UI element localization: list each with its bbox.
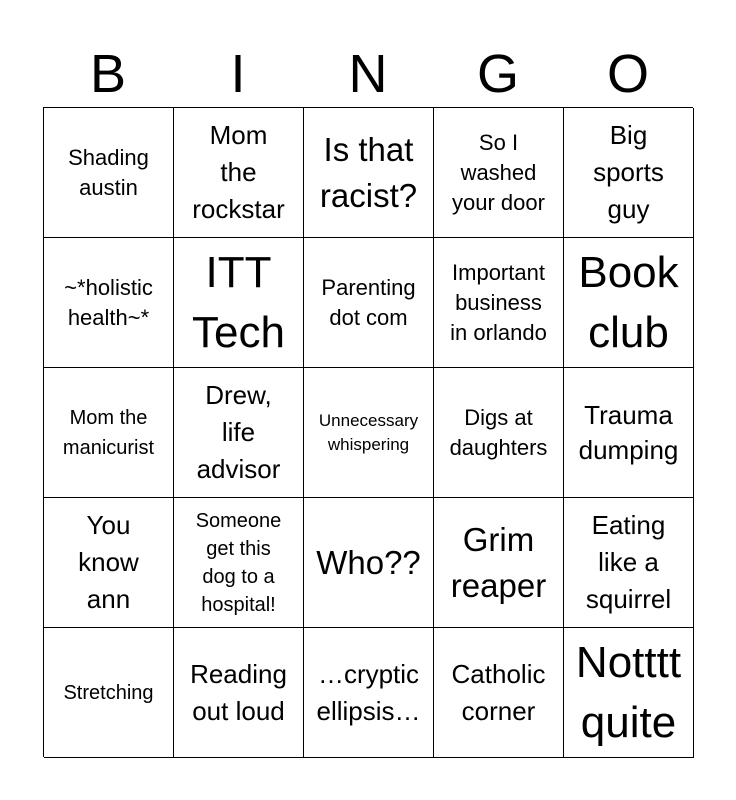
cell-text: Grim reaper [450, 520, 547, 604]
cell-text: So I washed your door [452, 129, 545, 215]
cell-text: Drew, life advisor [196, 380, 281, 484]
cell-text: Stretching [63, 681, 154, 704]
bingo-cell[interactable] [174, 368, 304, 498]
cell-text: Important business in orlando [450, 259, 547, 345]
cell-text: ~*holistic health~* [64, 274, 153, 330]
header-letter-i: I [230, 44, 246, 104]
bingo-cell[interactable] [304, 108, 434, 238]
bingo-cell[interactable] [434, 498, 564, 628]
cell-text: Shading austin [68, 144, 149, 200]
bingo-cell[interactable] [304, 498, 434, 628]
bingo-cell[interactable] [564, 498, 694, 628]
cell-text: Parenting dot com [321, 274, 416, 330]
cell-text: Unnecessary whispering [318, 410, 419, 454]
bingo-cell[interactable] [434, 628, 564, 758]
bingo-cell[interactable] [304, 238, 434, 368]
bingo-cell[interactable] [304, 628, 434, 758]
cell-text: Mom the manicurist [62, 406, 155, 459]
header-letter-g: G [476, 44, 519, 104]
header-letter-o: O [606, 44, 649, 104]
cell-text: Trauma dumping [578, 399, 679, 465]
bingo-cell[interactable] [44, 498, 174, 628]
bingo-cell[interactable] [434, 108, 564, 238]
bingo-cell[interactable] [304, 368, 434, 498]
bingo-cell[interactable] [434, 238, 564, 368]
bingo-cell[interactable] [564, 628, 694, 758]
cell-text: Eating like a squirrel [585, 510, 672, 614]
cell-text: Mom the rockstar [192, 120, 285, 224]
header-letter-b: B [89, 44, 127, 104]
bingo-cell[interactable] [174, 108, 304, 238]
cell-text: …cryptic ellipsis… [316, 658, 421, 726]
header-letter-n: N [348, 44, 388, 104]
bingo-cell[interactable] [434, 368, 564, 498]
bingo-cell[interactable] [564, 108, 694, 238]
cell-text: Big sports guy [593, 120, 664, 224]
bingo-cell[interactable] [564, 238, 694, 368]
bingo-cell[interactable] [174, 628, 304, 758]
bingo-cell[interactable] [44, 368, 174, 498]
bingo-cell[interactable] [44, 628, 174, 758]
cell-text: Someone get this dog to a hospital! [195, 509, 282, 616]
bingo-header [43, 40, 693, 108]
cell-text: Catholic corner [451, 658, 546, 726]
cell-text: Who?? [316, 543, 421, 581]
bingo-cell[interactable] [564, 368, 694, 498]
cell-text: Is that racist? [319, 130, 418, 214]
bingo-cell[interactable] [174, 238, 304, 368]
cell-text: Reading out loud [190, 658, 287, 726]
cell-text: ITT Tech [192, 247, 285, 357]
cell-text: Notttt quite [575, 637, 682, 747]
cell-text: Book club [578, 247, 679, 357]
cell-text: Digs at daughters [449, 404, 548, 460]
bingo-board [43, 107, 693, 757]
bingo-cell[interactable] [44, 108, 174, 238]
cell-text: You know ann [78, 510, 139, 614]
bingo-cell[interactable] [44, 238, 174, 368]
bingo-cell[interactable] [174, 498, 304, 628]
